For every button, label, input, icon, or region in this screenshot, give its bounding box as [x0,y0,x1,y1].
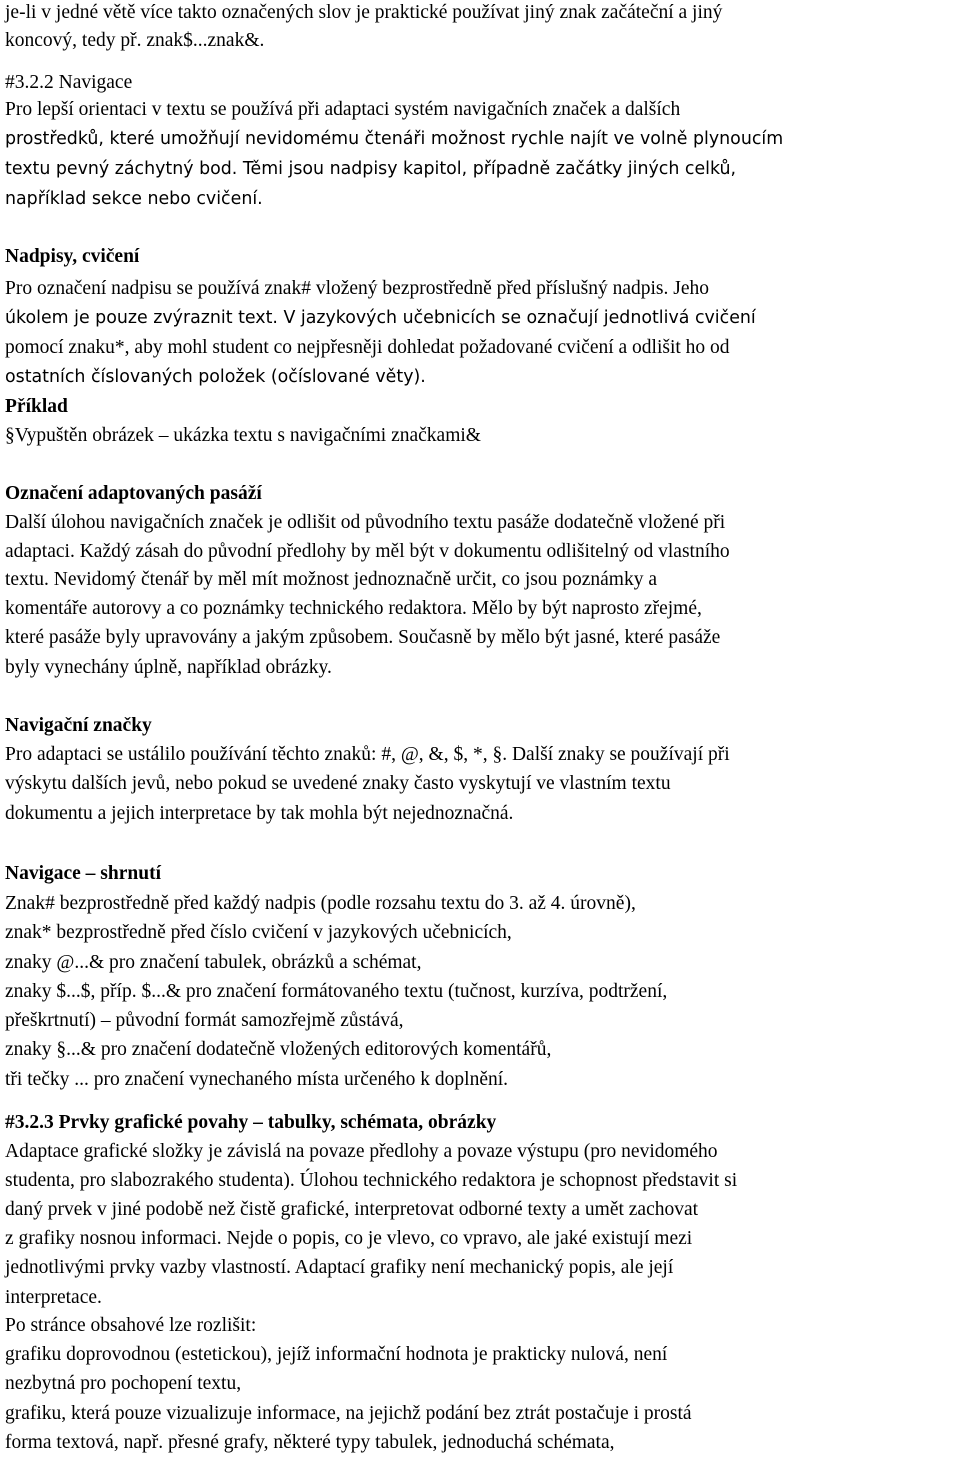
text-line: které pasáže byly upravovány a jakým způsobem. Současně by mělo být jasné, které pasáže [5,627,721,648]
text-line: byly vynechány úplně, například obrázky. [5,657,332,678]
text-line: z grafiky nosnou informaci. Nejde o popis, co je vlevo, co vpravo, ale jaké existují mezi [5,1228,693,1249]
text-line: tři tečky ... pro značení vynechaného místa určeného k doplnění. [5,1069,509,1090]
section-heading: #3.2.3 Prvky grafické povahy – tabulky, schémata, obrázky [5,1112,497,1133]
text-line: Znak# bezprostředně před každý nadpis (podle rozsahu textu do 3. až 4. úrovně), [5,893,636,914]
text-line: textu. Nevidomý čtenář by měl mít možnost jednoznačně určit, co jsou poznámky a [5,569,657,590]
text-line: například sekce nebo cvičení. [5,189,263,209]
text-line: přeškrtnutí) – původní formát samozřejmě zůstává, [5,1010,404,1031]
section-heading: Navigační značky [5,715,152,736]
text-line: komentáře autorovy a co poznámky technického redaktora. Mělo by být naprosto zřejmé, [5,598,702,619]
text-line: znaky $...$, příp. $...& pro značení formátovaného textu (tučnost, kurzíva, podtržení, [5,981,668,1002]
text-line: jednotlivými prvky vazby vlastností. Adaptací grafiky není mechanický popis, ale její [5,1257,674,1278]
text-line: #3.2.2 Navigace [5,72,133,93]
text-line: Pro adaptaci se ustálilo používání těchto znaků: #, @, &, $, *, §. Další znaky se používají při [5,744,730,765]
text-line: znaky @...& pro značení tabulek, obrázků a schémat, [5,952,422,973]
section-heading: Příklad [5,396,68,417]
text-line: dokumentu a jejich interpretace by tak mohla být nejednoznačná. [5,803,514,824]
text-line: daný prvek v jiné podobě než čistě grafické, interpretovat odborné texty a umět zachovat [5,1199,699,1220]
text-line: Po stránce obsahové lze rozlišit: [5,1315,257,1336]
text-line: Pro označení nadpisu se používá znak# vložený bezprostředně před příslušný nadpis. Jeho [5,278,709,299]
text-line: úkolem je pouze zvýraznit text. V jazykových učebnicích se označují jednotlivá cvičení [5,308,756,328]
section-heading: Označení adaptovaných pasáží [5,483,262,504]
text-line: Adaptace grafické složky je závislá na povaze předlohy a povaze výstupu (pro nevidomého [5,1141,718,1162]
text-line: textu pevný záchytný bod. Těmi jsou nadpisy kapitol, případně začátky jiných celků, [5,159,737,179]
text-line: interpretace. [5,1287,102,1308]
text-line: prostředků, které umožňují nevidomému čtenáři možnost rychle najít ve volně plynoucím [5,129,784,149]
text-line: Pro lepší orientaci v textu se používá při adaptaci systém navigačních značek a dalších [5,99,681,120]
text-line: Další úlohou navigačních značek je odlišit od původního textu pasáže dodatečně vložené při [5,512,726,533]
text-line: znaky §...& pro značení dodatečně vložených editorových komentářů, [5,1039,552,1060]
text-line: forma textová, např. přesné grafy, některé typy tabulek, jednoduchá schémata, [5,1432,615,1453]
text-line: §Vypuštěn obrázek – ukázka textu s navigačními značkami& [5,425,481,446]
text-line: ostatních číslovaných položek (očíslované věty). [5,367,426,387]
text-line: znak* bezprostředně před číslo cvičení v jazykových učebnicích, [5,922,512,943]
text-line: grafiku, která pouze vizualizuje informace, na jejichž podání bez ztrát postačuje i prostá [5,1403,692,1424]
text-line: nezbytná pro pochopení textu, [5,1373,242,1394]
text-line: koncový, tedy př. znak$...znak&. [5,30,265,51]
text-line: pomocí znaku*, aby mohl student co nejpřesněji dohledat požadované cvičení a odlišit ho od [5,337,730,358]
text-line: je-li v jedné větě více takto označených slov je praktické používat jiný znak začáteční a jiný [5,2,723,23]
text-line: výskytu dalších jevů, nebo pokud se uvedené znaky často vyskytují ve vlastním textu [5,773,671,794]
section-heading: Navigace – shrnutí [5,863,161,884]
text-line: studenta, pro slabozrakého studenta). Úlohou technického redaktora je schopnost představit si [5,1170,738,1191]
section-heading: Nadpisy, cvičení [5,246,140,267]
text-line: grafiku doprovodnou (estetickou), jejíž informační hodnota je prakticky nulová, není [5,1344,668,1365]
text-line: adaptaci. Každý zásah do původní předlohy by měl být v dokumentu odlišitelný od vlastního [5,541,730,562]
